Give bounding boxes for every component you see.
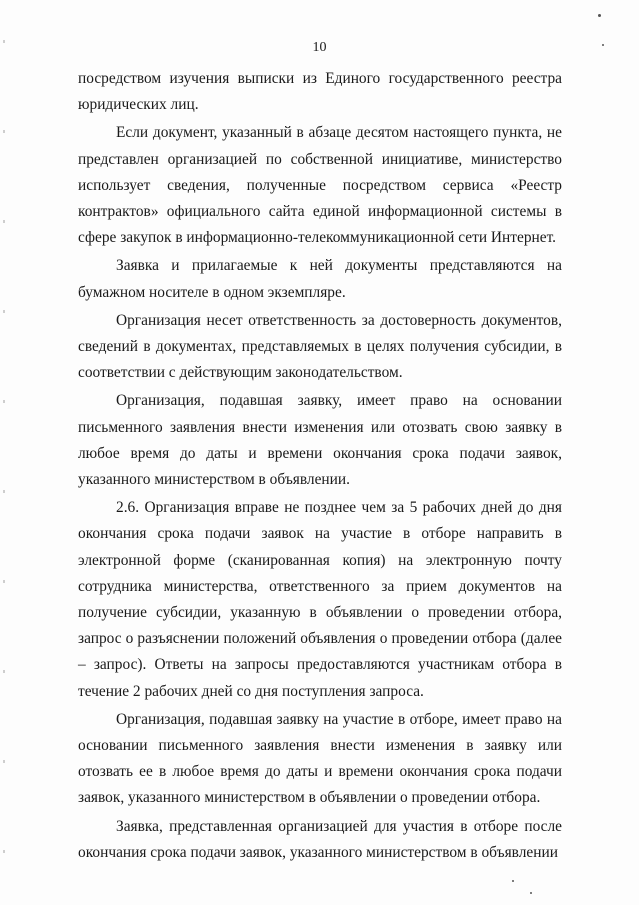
paragraph: Организация, подавшая заявку на участие в отборе, имеет право на основании письменного заявления внести изменения в заявку или отозвать ее в любое время до даты и времени окончания срока подачи заявок, указанного министерством в объявлении о проведении отбора. [78,710,562,807]
paragraph: Если документ, указанный в абзаце десятом настоящего пункта, не представлен организацией по собственной инициативе, министерство использует сведения, полученные посредством сервиса «Реестр контрактов» официального сайта единой информационной системы в сфере закупок в информационно-телекоммуникационной сети Интернет. [78,124,562,247]
scan-speck [598,14,601,17]
scan-speck [602,44,604,46]
paragraph: 2.6. Организация вправе не позднее чем за 5 рабочих дней до дня окончания срока подачи заявок на участие в отборе направить в электронной форме (сканированная копия) на электронную почту сотрудника министерства, ответственного за прием документов на получение субсидии, указанную в объявлении о проведении отбора, запрос о разъяснении положений объявления о проведении отбора (далее – запрос). Ответы на запросы предоставляются участникам отбора в течение 2 рабочих дней со дня поступления запроса. [78,499,562,700]
scan-speck [512,880,514,882]
paragraph: Заявка, представленная организацией для участия в отборе после окончания срока подачи заявок, указанного министерством в объявлении [78,817,562,861]
paragraph: Организация, подавшая заявку, имеет право на основании письменного заявления внести изменения или отозвать свою заявку в любое время до даты и времени окончания срока подачи заявок, указанного министерством в объявлении. [78,392,562,489]
scan-speck [530,892,532,894]
paragraph: Заявка и прилагаемые к ней документы представляются на бумажном носителе в одном экземпляре. [78,257,562,301]
paragraph: Организация несет ответственность за достоверность документов, сведений в документах, представляемых в целях получения субсидии, в соответствии с действующим законодательством. [78,311,562,382]
page-number: 10 [312,40,327,55]
paragraph: посредством изучения выписки из Единого государственного реестра юридических лиц. [78,70,562,114]
scan-edge-marks [3,0,5,905]
document-body [78,66,562,866]
